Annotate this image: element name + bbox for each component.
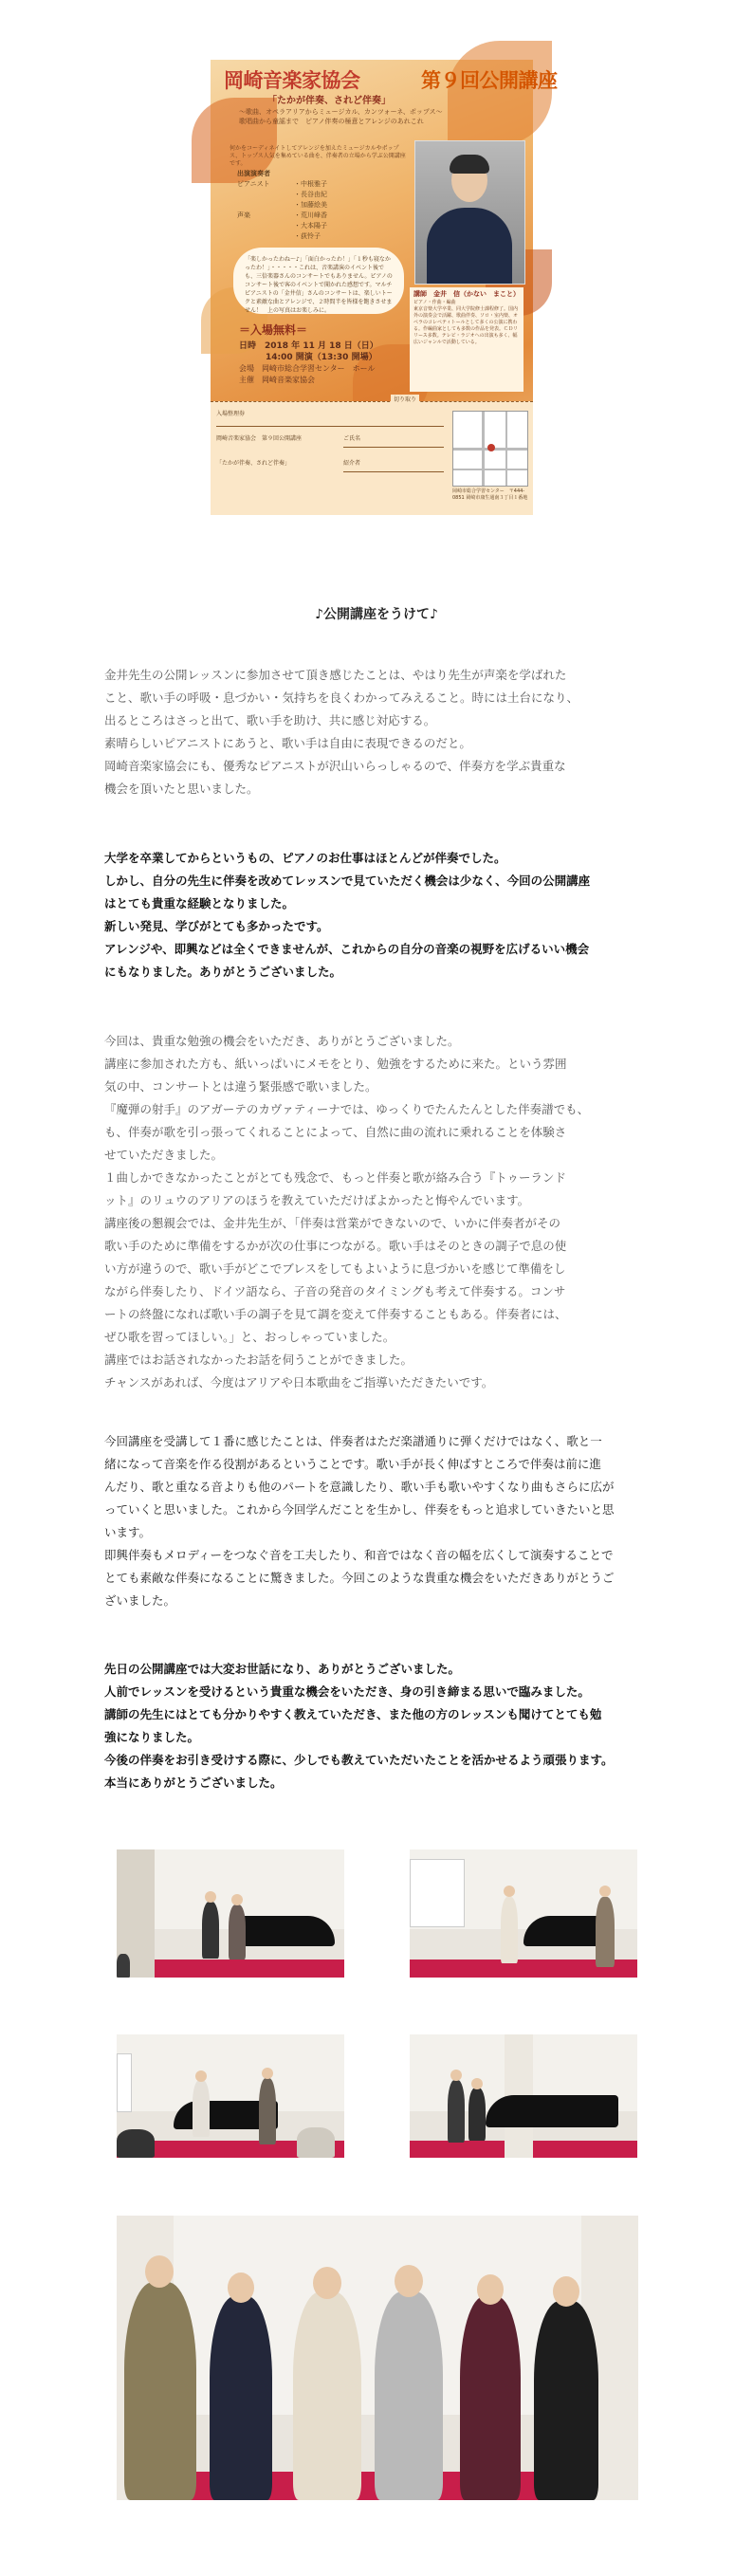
event-poster <box>211 60 558 515</box>
performer-row <box>237 200 408 211</box>
performer-row <box>237 221 408 231</box>
lecturer-role: ピアノ・作曲・編曲 <box>413 300 456 305</box>
performer-role <box>237 190 294 200</box>
event-time: 14:00 開演（13:30 開場） <box>266 353 377 362</box>
text-line: い方が違うので、歌い手がどこでブレスをしてもよいように息づかいを感じて準備をし <box>104 1261 566 1276</box>
map-pin-icon <box>487 444 495 451</box>
lesson-photo <box>410 1849 637 1978</box>
text-line: チャンスがあれば、今度はアリアや日本歌曲をご指導いただきたいです。 <box>104 1375 494 1389</box>
poster-description: 何かをコーディネイトしてアレンジを加えたミュージカルやポップス、トップス人気を集めている曲を、伴奏者の立場から学ぶ公開講座です。 <box>230 145 406 167</box>
ticket-name-label: ご氏名 <box>343 435 361 442</box>
performer-row <box>237 231 408 242</box>
performers-list <box>237 169 408 242</box>
performer-row <box>237 211 408 221</box>
performer-role <box>237 231 294 242</box>
poster-title-lecture: 第９回公開講座 <box>421 68 558 92</box>
text-line: んだり、歌と重なる音よりも他のパートを意識したり、歌い手も歌いやすくなり曲もさらに広が <box>104 1480 615 1494</box>
performer-name: ・長谷由紀 <box>294 191 327 198</box>
event-date: 日時 2018 年 11 月 18 日（日） <box>239 341 378 351</box>
performers-label: 出演演奏者 <box>237 170 270 177</box>
lesson-photo <box>117 2034 344 2158</box>
text-line: 講師の先生にはとても分かりやすく教えていただき、また他の方のレッスンも聞けてとても勉 <box>104 1707 602 1721</box>
admission-free: ＝入場無料＝ <box>239 323 308 337</box>
text-line: ット』のリュウのアリアのほうを教えていただけばよかったと悔やんでいます。 <box>104 1193 530 1207</box>
poster-subtitle: 「たかが伴奏、されど伴奏」 <box>267 96 391 106</box>
text-line: 機会を頂いたと思いました。 <box>104 782 259 796</box>
text-line: 本当にありがとうございました。 <box>104 1776 283 1790</box>
text-line: 『魔弾の射手』のアガーテのカヴァティーナでは、ゆっくりでたんたんとした伴奏譜でも、 <box>104 1102 590 1116</box>
text-line: 即興伴奏もメロディーをつなぐ音を工夫したり、和音ではなく音の幅を広くして演奏することで <box>104 1548 614 1562</box>
performer-name: ・中根雅子 <box>294 180 327 188</box>
event-venue: 会場 岡崎市総合学習センター ホール <box>239 364 376 373</box>
text-line: います。 <box>104 1525 152 1539</box>
text-line: 緒になって音楽を作る役割があるということです。歌い手が長く伸ばすところで伴奏は前に進 <box>104 1457 601 1471</box>
text-line: 講座後の懇親会では、金井先生が、「伴奏は営業ができないので、いかに伴奏者がその <box>104 1216 561 1230</box>
text-line: １曲しかできなかったことがとても残念で、もっと伴奏と歌が絡み合う『トゥーランド <box>104 1170 566 1185</box>
text-line: せていただきました。 <box>104 1148 224 1162</box>
text-line: っていくと思いました。これから今回学んだことを生かし、伴奏をもっと追求していきたいと思 <box>104 1502 615 1517</box>
text-line: にもなりました。ありがとうございました。 <box>104 965 342 979</box>
cut-line <box>211 401 533 402</box>
text-line: 大学を卒業してからというもの、ピアノのお仕事はほとんどが伴奏でした。 <box>104 851 506 865</box>
text-line: 人前でレッスンを受けるという貴重な機会をいただき、身の引き締まる思いで臨みました。 <box>104 1684 590 1699</box>
testimonial-2 <box>104 847 654 984</box>
text-line: 講座ではお話されなかったお話を伺うことができました。 <box>104 1352 413 1367</box>
testimonial-3 <box>104 1030 654 1394</box>
lecturer-bio <box>410 287 523 392</box>
text-line: ながら伴奏したり、ドイツ語なら、子音の発音のタイミングも考えて伴奏する。コンサ <box>104 1284 566 1298</box>
performer-role: 声楽 <box>237 212 250 219</box>
group-photo <box>117 2216 638 2500</box>
text-line: 素晴らしいピアニストにあうと、歌い手は自由に表現できるのだと。 <box>104 736 471 750</box>
text-line: しかし、自分の先生に伴奏を改めてレッスンで見ていただく機会は少なく、今回の公開講座 <box>104 874 591 888</box>
text-line: 気の中、コンサートとは違う緊張感で歌いました。 <box>104 1079 377 1094</box>
text-line: 今後の伴奏をお引き受けする際に、少しでも教えていただいたことを活かせるよう頑張ります。 <box>104 1753 614 1767</box>
text-line: 講座に参加された方も、紙いっぱいにメモをとり、勉強をするために来た。という雰囲 <box>104 1057 567 1071</box>
performer-role: ピアニスト <box>237 180 270 188</box>
poster-tagline <box>239 107 443 126</box>
admission-ticket <box>211 396 533 515</box>
performer-row <box>237 179 408 190</box>
performer-name: ・荻怜子 <box>294 232 321 240</box>
poster-tagline-1: ～歌曲、オペラアリアからミュージカル、カンツォーネ、ポップス～ <box>239 108 443 116</box>
text-line: 金井先生の公開レッスンに参加させて頂き感じたことは、やはり先生が声楽を学ばれた <box>104 668 567 682</box>
text-line: 岡崎音楽家協会にも、優秀なピアニストが沢山いらっしゃるので、伴奏方を学ぶ貴重な <box>104 759 566 773</box>
text-line: 出るところはさっと出て、歌い手を助け、共に感じ対応する。 <box>104 713 436 727</box>
text-line: 新しい発見、学びがとても多かったです。 <box>104 919 329 933</box>
text-line: ートの終盤になれば歌い手の調子を見て調を変えて伴奏することもある。伴奏者には、 <box>104 1307 567 1321</box>
performer-role <box>237 221 294 231</box>
lecturer-portrait <box>414 140 525 285</box>
venue-address: 岡崎市総合学習センター 〒444-0851 岡崎市康生通南３丁目１番地 <box>452 488 528 501</box>
poster-title-org: 岡崎音楽家協会 <box>224 68 360 92</box>
testimonial-4 <box>104 1430 654 1612</box>
text-line: はとても貴重な経験となりました。 <box>104 896 295 911</box>
performer-row <box>237 190 408 200</box>
ticket-intro-label: 紹介者 <box>343 460 361 467</box>
text-line: 今回は、貴重な勉強の機会をいただき、ありがとうございました。 <box>104 1034 460 1048</box>
event-organizer: 主催 岡崎音楽家協会 <box>239 376 315 384</box>
event-info <box>239 340 378 386</box>
text-line: こと、歌い手の呼吸・息づかい・気持ちを良くわかってみえること。時には土台になり、 <box>104 690 579 705</box>
performer-name: ・大本陽子 <box>294 222 327 230</box>
text-line: 先日の公開講座では大変お世話になり、ありがとうございました。 <box>104 1662 461 1676</box>
ticket-event: 岡崎音楽家協会 第９回公開講座 <box>216 435 303 442</box>
text-line: も、伴奏が歌を引っ張ってくれることによって、自然に曲の流れに乗れることを体験さ <box>104 1125 567 1139</box>
performer-name: ・荒川峰香 <box>294 212 327 219</box>
poster-tagline-2: 歌唱曲から童謡まで ピアノ伴奏の極意とアレンジのあれこれ <box>239 118 424 125</box>
performer-role <box>237 200 294 211</box>
lesson-photo <box>117 1849 344 1978</box>
testimonial-bubble: 「楽しかったわね～♪」「面白かったわ！」「１秒も寝なかったわ！」・・・・・これは、音楽講演のイベント後でも、三倍楽器さんのコンサートでもありません。ピアノのコンサート後で客のイベントで聞かれた感想です。マルチピアニストの「金井信」さんのコンサートは、楽しいトークと素敵な曲とアレンジで、２時間半を皆様を飽きさせません！ 上の写真はお楽しみに。 <box>233 248 404 314</box>
text-line: ぜひ歌を習ってほしい。」と、おっしゃっていました。 <box>104 1330 395 1344</box>
section-heading: ♪公開講座をうけて♪ <box>315 607 438 622</box>
text-line: 歌い手のために準備をするかが次の仕事につながる。歌い手はそのときの調子で息の使 <box>104 1239 567 1253</box>
testimonial-5 <box>104 1658 654 1794</box>
lesson-photo <box>410 2034 637 2158</box>
lecturer-bio-text: 東京音楽大学卒業、同大学院修士課程修了。国内外の演奏会で活躍、歌曲伴奏、ソロ・室内楽、オペラのコレペティトールとして多くの公演に携わる。作編曲家としても多数の作品を発表。ＣＤリリース多数。テレビ・ラジオへの出演も多く、幅広いジャンルで活動している。 <box>413 306 519 345</box>
text-line: 今回講座を受講して１番に感じたことは、伴奏者はただ楽譜通りに弾くだけではなく、歌と一 <box>104 1434 602 1448</box>
performer-name: ・加藤絵美 <box>294 201 327 209</box>
ticket-name: 入場整理券 <box>216 411 246 417</box>
venue-map <box>452 411 528 487</box>
testimonial-1 <box>104 664 654 800</box>
cut-label: 切り取り <box>391 395 419 403</box>
ticket-title: 「たかが伴奏、されど伴奏」 <box>216 460 291 467</box>
lecturer-name: 講師 金井 信（かない まこと） <box>413 290 520 298</box>
text-line: とても素敵な伴奏になることに驚きました。今回このような貴重な機会をいただきありがとうご <box>104 1571 615 1585</box>
text-line: 強になりました。 <box>104 1730 200 1744</box>
text-line: アレンジや、即興などは全くできませんが、これからの自分の音楽の視野を広げるいい機会 <box>104 942 590 956</box>
text-line: ざいました。 <box>104 1593 176 1608</box>
